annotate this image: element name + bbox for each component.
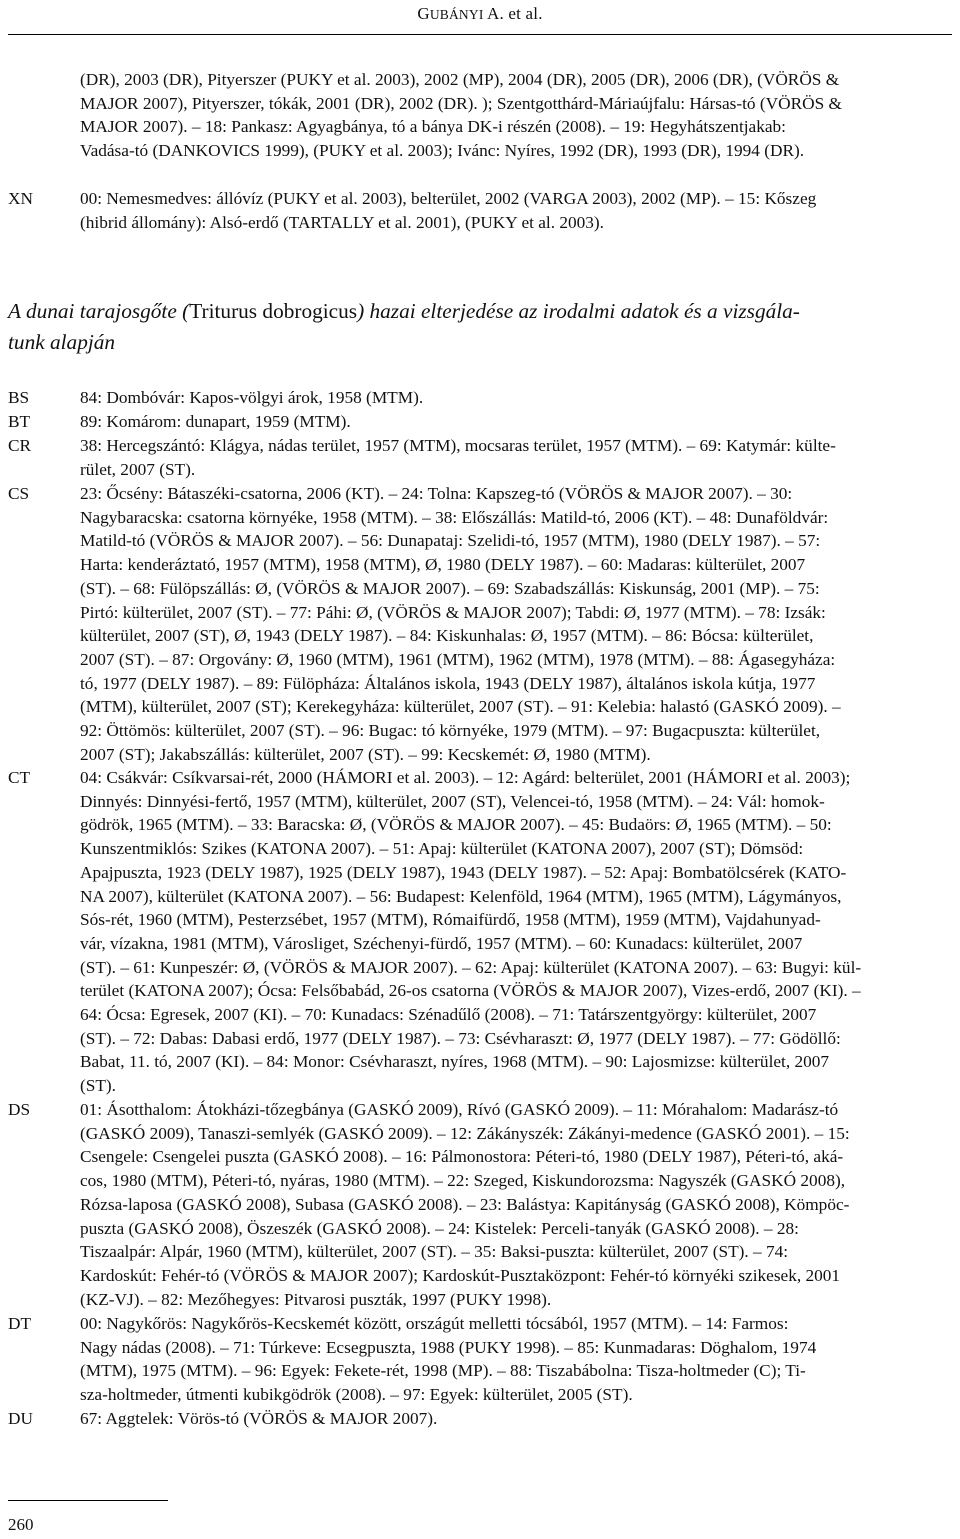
text-line: 2007 (ST); Jakabszállás: külterület, 2007 (ST). – 99: Kecskemét: Ø, 1980 (MTM). — [80, 744, 651, 764]
running-header: GUBÁNYI A. et al. — [417, 4, 543, 23]
record-dt — [8, 1312, 952, 1407]
text-line: Apajpuszta, 1923 (DELY 1987), 1925 (DELY 1987), 1943 (DELY 1987). – 52: Apaj: Bombatölcsérek (KATO- — [80, 862, 847, 882]
text-line: Matild-tó (VÖRÖS & MAJOR 2007). – 56: Dunapataj: Szelidi-tó, 1957 (MTM), 1980 (DELY 1987). – 57: — [80, 531, 821, 551]
text-line: (MTM), 1975 (MTM). – 96: Egyek: Fekete-rét, 1998 (MP). – 88: Tiszabábolna: Tisza-holtmeder (C); Ti- — [80, 1361, 806, 1381]
text-line: tó, 1977 (DELY 1987). – 89: Fülöpháza: Általános iskola, 1943 (DELY 1987), általános iskola kútja, 1977 — [80, 673, 816, 693]
text-line: 00: Nemesmedves: állóvíz (PUKY et al. 2003), belterület, 2002 (VARGA 2003), 2002 (MP). – 15: Kőszeg — [80, 189, 817, 208]
text-line: 92: Öttömös: külterület, 2007 (ST). – 96: Bugac: tó környéke, 1979 (MTM). – 97: Bugacpuszta: külterület, — [80, 721, 821, 741]
region-code: CR — [8, 436, 32, 455]
text-line: 84: Dombóvár: Kapos-völgyi árok, 1958 (MTM). — [80, 388, 424, 407]
text-line: 64: Ócsa: Egresek, 2007 (KI). – 70: Kunadacs: Szénadűlő (2008). – 71: Tatárszentgyörgy: külterület, 2007 — [80, 1005, 817, 1025]
text-line: Sós-rét, 1960 (MTM), Pesterzsébet, 1957 (MTM), Rómaifürdő, 1958 (MTM), 1959 (MTM), Vajdahunyad- — [80, 910, 821, 930]
text-line: 00: Nagykőrös: Nagykőrös-Kecskemét között, országút melletti tócsából, 1957 (MTM). – 14: Farmos: — [80, 1314, 789, 1333]
text-line: 38: Hercegszántó: Klágya, nádas terület, 1957 (MTM), mocsaras terület, 1957 (MTM). – 69: Katymár: külte- — [80, 436, 836, 455]
text-line: 67: Aggtelek: Vörös-tó (VÖRÖS & MAJOR 2007). — [80, 1409, 438, 1428]
text-line: Kunszentmiklós: Szikes (KATONA 2007). – 51: Apaj: külterület (KATONA 2007), 2007 (ST); Dömsöd: — [80, 839, 804, 859]
text-line: MAJOR 2007). – 18: Pankasz: Agyagbánya, tó a bánya DK-i részén (2008). – 19: Hegyhátszentjakab: — [80, 117, 786, 137]
record-cr — [8, 434, 952, 481]
text-line: cos, 1980 (MTM), Péteri-tó, nyáras, 1980 (MTM). – 22: Szeged, Kiskundorozsma: Nagyszék (GASKÓ 2008), — [80, 1171, 846, 1191]
text-line: 89: Komárom: dunapart, 1959 (MTM). — [80, 412, 351, 431]
text-line: Rózsa-laposa (GASKÓ 2008), Subasa (GASKÓ 2008). – 23: Balástya: Kapitányság (GASKÓ 2008), Kömpöc- — [80, 1194, 850, 1214]
record-ds — [8, 1098, 952, 1311]
text-line: MAJOR 2007), Pityerszer, tókák, 2001 (DR), 2002 (DR). ); Szentgotthárd-Máriaújfalu: Hársas-tó (VÖRÖS & — [80, 93, 842, 113]
text-line: rület, 2007 (ST). — [80, 459, 196, 479]
text-line: Tiszaalpár: Alpár, 1960 (MTM), külterület, 2007 (ST). – 35: Baksi-puszta: külterület, 2007 (ST). – 74: — [80, 1242, 789, 1262]
region-code: BS — [8, 388, 30, 407]
header-rule — [8, 34, 952, 35]
xn-continuation — [8, 68, 952, 163]
text-line: (ST). – 61: Kunpeszér: Ø, (VÖRÖS & MAJOR 2007). – 62: Apaj: külterület (KATONA 2007). – 63: Bugyi: kül- — [80, 957, 862, 977]
text-line: (ST). — [80, 1076, 116, 1096]
text-line: külterület, 2007 (ST), Ø, 1943 (DELY 1987). – 84: Kiskunhalas: Ø, 1957 (MTM). – 86: Bócsa: külterület, — [80, 626, 814, 646]
species-name: Triturus dobrogicus — [189, 299, 358, 323]
text-line: sza-holtmeder, útmenti kubikgödrök (2008). – 97: Egyek: külterület, 2005 (ST). — [80, 1385, 633, 1405]
text-line: (MTM), külterület, 2007 (ST); Kerekegyháza: külterület, 2007 (ST). – 91: Kelebia: halastó (GASKÓ 2009). – — [80, 697, 841, 717]
region-code: DT — [8, 1314, 32, 1333]
text-line: NA 2007), külterület (KATONA 2007). – 56: Budapest: Kelenföld, 1964 (MTM), 1965 (MTM), Lágymányos, — [80, 886, 842, 906]
text-line: 04: Csákvár: Csíkvarsai-rét, 2000 (HÁMORI et al. 2003). – 12: Agárd: belterület, 2001 (HÁMORI et al. 2003); — [80, 768, 851, 787]
text-line: Csengele: Csengelei puszta (GASKÓ 2008). – 16: Pálmonostora: Péteri-tó, 1980 (DELY 1987), Péteri-tó, aká- — [80, 1147, 844, 1167]
record-du — [8, 1407, 952, 1431]
record-bt — [8, 410, 952, 434]
region-code: DU — [8, 1409, 33, 1428]
page-number: 260 — [8, 1515, 34, 1534]
text-line: (GASKÓ 2009), Tanaszi-semlyék (GASKÓ 2009). – 12: Zákányszék: Zákányi-medence (GASKÓ 2001). – 15: — [80, 1123, 850, 1143]
text-line: Harta: kenderáztató, 1957 (MTM), 1958 (MTM), Ø, 1980 (DELY 1987). – 60: Madaras: külterület, 2007 — [80, 555, 806, 575]
text-line: (KZ-VJ). – 82: Mezőhegyes: Pitvarosi puszták, 1997 (PUKY 1998). — [80, 1289, 552, 1309]
record-cs — [8, 482, 952, 766]
text-line: 01: Ásotthalom: Átokházi-tőzegbánya (GASKÓ 2009), Rívó (GASKÓ 2009). – 11: Mórahalom: Madarász-tó — [80, 1100, 839, 1119]
text-line: Kardoskút: Fehér-tó (VÖRÖS & MAJOR 2007); Kardoskút-Pusztaközpont: Fehér-tó környéki szikesek, 2001 — [80, 1265, 841, 1285]
text-line: 23: Őcsény: Bátaszéki-csatorna, 2006 (KT). – 24: Tolna: Kapszeg-tó (VÖRÖS & MAJOR 2007). – 30: — [80, 484, 793, 503]
record-xn — [8, 187, 952, 234]
text-line: (DR), 2003 (DR), Pityerszer (PUKY et al. 2003), 2002 (MP), 2004 (DR), 2005 (DR), 2006 (DR), (VÖRÖS & — [80, 70, 840, 89]
text-line: Vadása-tó (DANKOVICS 1999), (PUKY et al. 2003); Ivánc: Nyíres, 1992 (DR), 1993 (DR), 1994 (DR). — [80, 141, 805, 161]
text-line: puszta (GASKÓ 2008), Öszeszék (GASKÓ 2008). – 24: Kistelek: Perceli-tanyák (GASKÓ 2008). – 28: — [80, 1218, 799, 1238]
text-line: (hibrid állomány): Alsó-erdő (TARTALLY et al. 2001), (PUKY et al. 2003). — [80, 212, 604, 232]
record-ct — [8, 766, 952, 1098]
record-bs — [8, 386, 952, 410]
text-line: Pirtó: külterület, 2007 (ST). – 77: Páhi: Ø, (VÖRÖS & MAJOR 2007); Tabdi: Ø, 1977 (MTM). – 78: Izsák: — [80, 602, 826, 622]
text-line: Nagy nádas (2008). – 71: Túrkeve: Ecsegpuszta, 1988 (PUKY 1998). – 85: Kunmadaras: Döghalom, 1974 — [80, 1337, 817, 1357]
footer-rule — [8, 1500, 168, 1501]
text-line: terület (KATONA 2007); Ócsa: Felsőbabád, 26-os csatorna (VÖRÖS & MAJOR 2007), Vizes-erdő, 2007 (KI). – — [80, 981, 861, 1001]
text-line: (ST). – 68: Fülöpszállás: Ø, (VÖRÖS & MAJOR 2007). – 69: Szabadszállás: Kiskunság, 2001 (MP). – 75: — [80, 578, 820, 598]
region-code: XN — [8, 189, 33, 208]
text-line: (ST). – 72: Dabas: Dabasi erdő, 1977 (DELY 1987). – 73: Csévharaszt: Ø, 1977 (DELY 1987). – 77: Gödöllő: — [80, 1028, 841, 1048]
text-line: Dinnyés: Dinnyési-fertő, 1957 (MTM), külterület, 2007 (ST), Velencei-tó, 1958 (MTM). – 24: Vál: homok- — [80, 791, 825, 811]
text-line: gödrök, 1965 (MTM). – 33: Baracska: Ø, (VÖRÖS & MAJOR 2007). – 45: Budaörs: Ø, 1965 (MTM). – 50: — [80, 815, 832, 835]
region-code: CS — [8, 484, 30, 503]
text-line: Babat, 11. tó, 2007 (KI). – 84: Monor: Csévharaszt, nyíres, 1968 (MTM). – 90: Lajosmizse: külterület, 2007 — [80, 1052, 830, 1072]
text-line: vár, vízakna, 1981 (MTM), Városliget, Széchenyi-fürdő, 1957 (MTM). – 60: Kunadacs: külterület, 2007 — [80, 933, 803, 953]
text-line: Nagybaracska: csatorna környéke, 1958 (MTM). – 38: Előszállás: Matild-tó, 2006 (KT). – 48: Dunaföldvár: — [80, 507, 829, 527]
text-line: 2007 (ST). – 87: Orgovány: Ø, 1960 (MTM), 1961 (MTM), 1962 (MTM), 1978 (MTM). – 88: Ágasegyháza: — [80, 649, 836, 669]
region-code: BT — [8, 412, 31, 431]
region-code: CT — [8, 768, 31, 787]
region-code: DS — [8, 1100, 31, 1119]
section-heading: A dunai tarajosgőte (Triturus dobrogicus) hazai elterjedése az irodalmi adatok és a vizsgála- tunk alapján — [8, 299, 800, 354]
